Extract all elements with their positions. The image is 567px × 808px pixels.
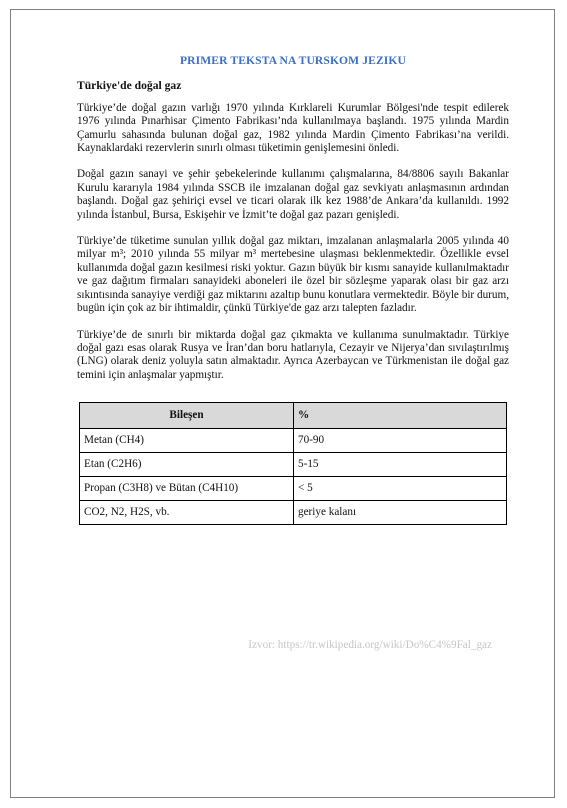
cell-component: Propan (C3H8) ve Bütan (C4H10) — [80, 477, 294, 501]
header-component: Bileşen — [80, 403, 294, 429]
section-heading: Türkiye'de doğal gaz — [77, 79, 182, 93]
paragraph-2: Doğal gazın sanayi ve şehir şebekelerinde kullanımı çalışmalarına, 84/8806 sayılı Bakanlar Kurulu kararıyla 1984 yılında SSCB ile imzalanan doğal gaz sevkiyatı anlaşmasının ardından başlandı. Doğal gaz şehiriçi evsel ve ticari olarak ilk kez 1988’de Ankara’da kullanıldı. 1992 yılında İstanbul, Bursa, Eskişehir ve İzmit’te doğal gaz pazarı genişledi. — [77, 168, 509, 221]
table-row — [80, 453, 507, 477]
cell-component: CO2, N2, H2S, vb. — [80, 501, 294, 525]
header-percent: % — [294, 403, 507, 429]
table-row — [80, 429, 507, 453]
table-header-row — [80, 403, 507, 429]
document-content — [77, 54, 509, 525]
cell-component: Metan (CH4) — [80, 429, 294, 453]
table-row — [80, 501, 507, 525]
composition-table — [79, 402, 507, 525]
paragraph-1: Türkiye’de doğal gazın varlığı 1970 yılında Kırklareli Kurumlar Bölgesi'nde tespit edilerek 1976 yılında Pınarhisar Çimento Fabrikası’nda kullanılmaya başlandı. 1975 yılında Mardin Çamurlu sahasında bulunan doğal gaz, 1982 yılında Mardin Çimento Fabrikası’na verildi. Kaynaklardaki rezervlerin sınırlı olması tüketimin genişlemesini önledi. — [77, 101, 509, 155]
source-link[interactable]: Izvor: https://tr.wikipedia.org/wiki/Do%C4%9Fal_gaz — [248, 639, 492, 651]
cell-component: Etan (C2H6) — [80, 453, 294, 477]
document-page — [10, 9, 555, 798]
document-title: PRIMER TEKSTA NA TURSKOM JEZIKU — [179, 54, 406, 67]
cell-percent: geriye kalanı — [294, 501, 507, 525]
table-row — [80, 477, 507, 501]
paragraph-3: Türkiye’de tüketime sunulan yıllık doğal gaz miktarı, imzalanan anlaşmalarla 2005 yılında 40 milyar m³; 2010 yılında 55 milyar m³ mertebesine ulaşması beklenmektedir. Özellikle evsel kullanımda doğal gazın kesilmesi riski yoktur. Gazın büyük bir kısmı sanayide kullanılmaktadır ve gaz dağıtım firmaları sanayideki aboneleri ile özel bir sözleşme yaparak olası bir gaz arzı sıkıntısında sanayiye verdiği gaz miktarını azaltıp bunu konutlara vermektedir. Böyle bir durum, bugün için çok az bir ihtimaldir, çünkü Türkiye'de gaz arzı talepten fazladır. — [77, 235, 509, 315]
cell-percent: < 5 — [294, 477, 507, 501]
paragraph-4: Türkiye’de de sınırlı bir miktarda doğal gaz çıkmakta ve kullanıma sunulmaktadır. Türkiye doğal gazı esas olarak Rusya ve İran’dan boru hatlarıyla, Cezayir ve Nijerya’dan sıvılaştırılmış (LNG) olarak deniz yoluyla satın almaktadır. Ayrıca Azerbaycan ve Türkmenistan ile doğal gaz temini için anlaşmalar yapmıştır. — [77, 328, 509, 381]
cell-percent: 5-15 — [294, 453, 507, 477]
cell-percent: 70-90 — [294, 429, 507, 453]
